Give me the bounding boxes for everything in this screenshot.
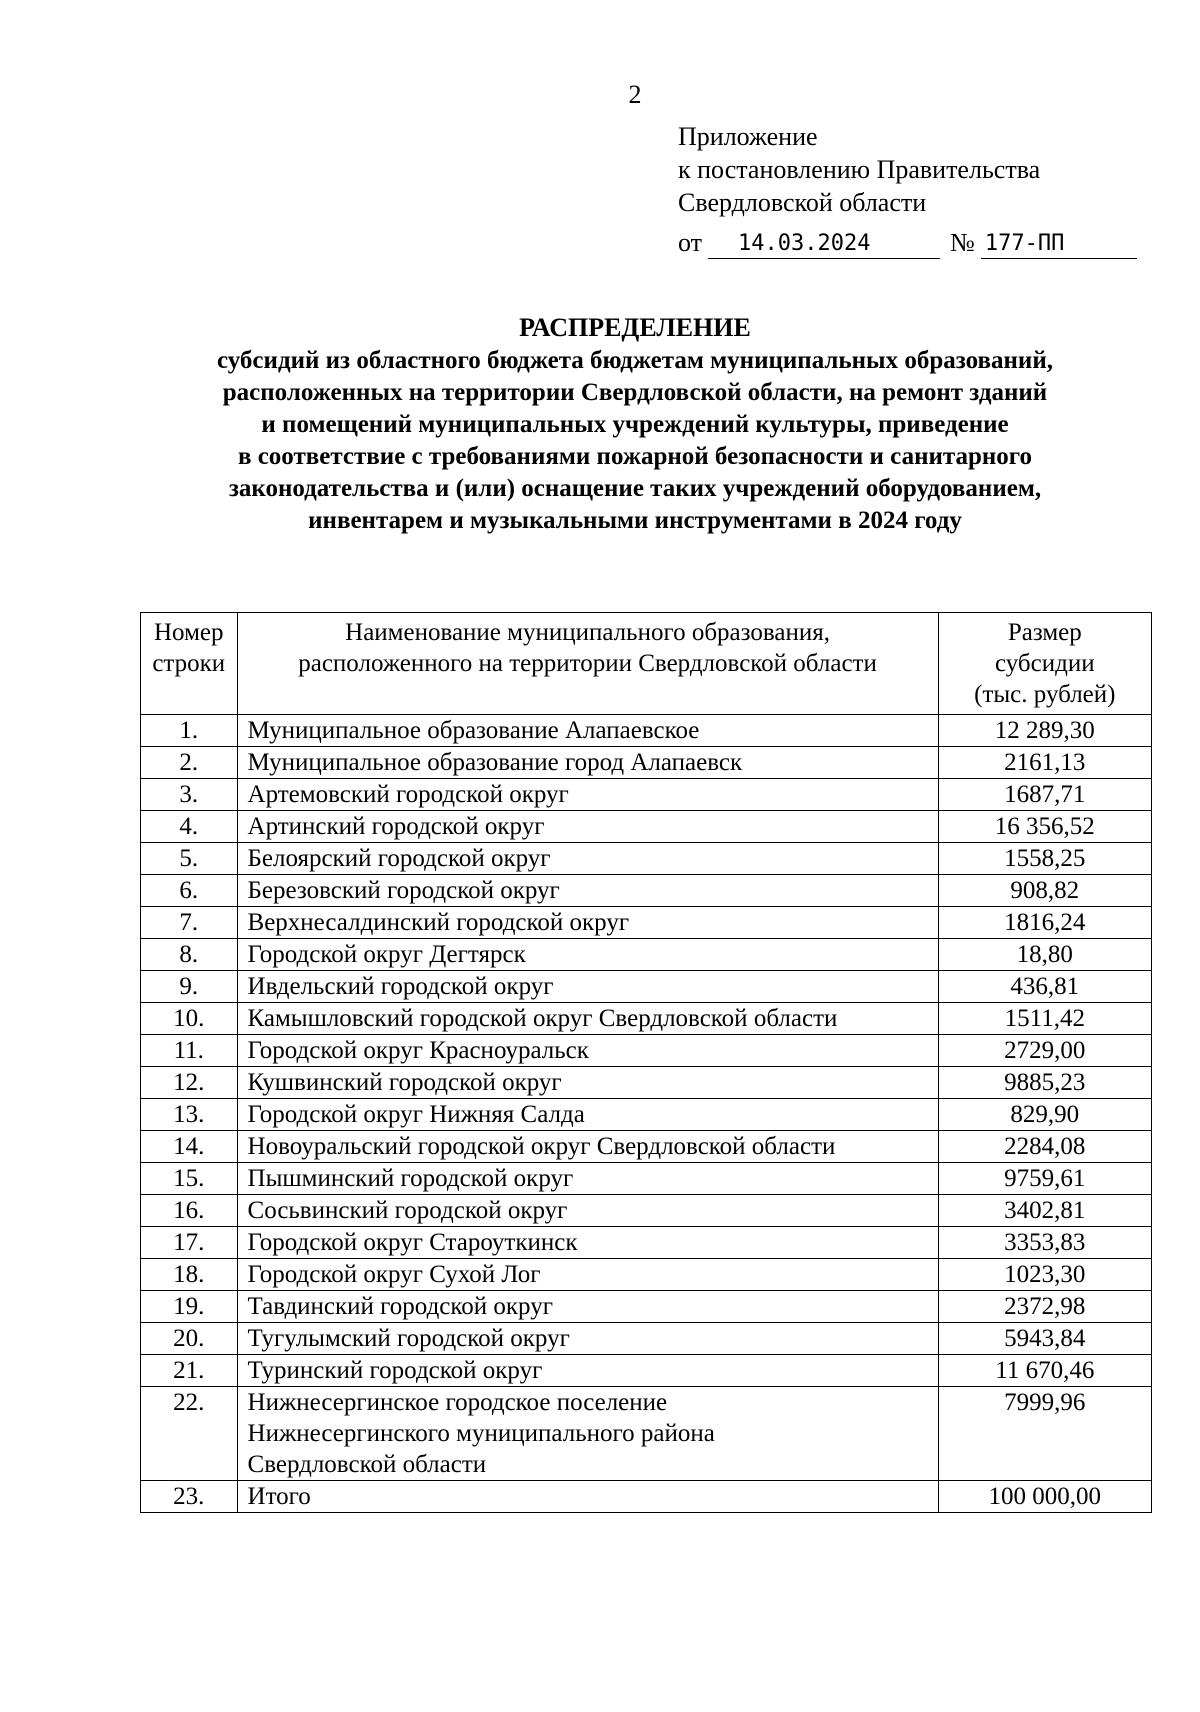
subsidy-amount: 11 670,46	[938, 1355, 1151, 1387]
municipality-name	[237, 747, 938, 779]
table-row	[141, 1323, 1152, 1355]
municipality-name-line: Городской округ Сухой Лог	[247, 1261, 541, 1288]
table-row	[141, 1067, 1152, 1099]
municipality-name-line: Артинский городской округ	[247, 813, 545, 840]
subsidy-amount: 1816,24	[938, 907, 1151, 939]
municipality-name-line: Тавдинский городской округ	[247, 1293, 553, 1320]
header-name-line: расположенного на территории Свердловской области	[298, 650, 877, 677]
municipality-name	[237, 1067, 938, 1099]
table-row	[141, 1035, 1152, 1067]
subsidy-amount: 5943,84	[938, 1323, 1151, 1355]
row-number: 13.	[141, 1099, 238, 1131]
row-number: 10.	[141, 1003, 238, 1035]
subsidy-amount: 2372,98	[938, 1291, 1151, 1323]
table-row	[141, 1355, 1152, 1387]
header-amount-line: субсидии	[995, 650, 1095, 677]
table-row	[141, 1259, 1152, 1291]
subsidy-amount: 9759,61	[938, 1163, 1151, 1195]
subsidy-amount: 1511,42	[938, 1003, 1151, 1035]
row-number: 16.	[141, 1195, 238, 1227]
appendix-line-2: к постановлению Правительства	[678, 155, 1041, 184]
table-row	[141, 1163, 1152, 1195]
municipality-name-line: Итого	[247, 1483, 311, 1510]
municipality-name-line: Туринский городской округ	[247, 1357, 543, 1384]
municipality-name	[237, 779, 938, 811]
municipality-name	[237, 1131, 938, 1163]
subsidy-amount: 1023,30	[938, 1259, 1151, 1291]
table-row	[141, 907, 1152, 939]
municipality-name	[237, 811, 938, 843]
subsidy-amount: 3353,83	[938, 1227, 1151, 1259]
table-row	[141, 1227, 1152, 1259]
row-number: 18.	[141, 1259, 238, 1291]
municipality-name-line: Нижнесергинского муниципального района	[247, 1420, 715, 1447]
subsidy-amount: 1687,71	[938, 779, 1151, 811]
row-number: 17.	[141, 1227, 238, 1259]
row-number: 5.	[141, 843, 238, 875]
municipality-name-line: Городской округ Дегтярск	[247, 941, 526, 968]
municipality-name-line: Свердловской области	[247, 1451, 487, 1478]
table-row	[141, 939, 1152, 971]
number-sign: №	[950, 228, 975, 257]
header-name-line: Наименование муниципального образования,	[345, 619, 830, 646]
subsidy-amount: 829,90	[938, 1099, 1151, 1131]
row-number: 23.	[141, 1481, 238, 1513]
row-number: 2.	[141, 747, 238, 779]
municipality-name	[237, 1291, 938, 1323]
row-number: 8.	[141, 939, 238, 971]
municipality-name	[237, 907, 938, 939]
municipality-name	[237, 843, 938, 875]
municipality-name-line: Березовский городской округ	[247, 877, 560, 904]
row-number: 12.	[141, 1067, 238, 1099]
table-row	[141, 1195, 1152, 1227]
municipality-name-line: Городской округ Староуткинск	[247, 1229, 578, 1256]
municipality-name-line: Муниципальное образование город Алапаевск	[247, 749, 743, 776]
subsidy-amount: 2284,08	[938, 1131, 1151, 1163]
table-row	[141, 747, 1152, 779]
title-heading: РАСПРЕДЕЛЕНИЕ	[519, 313, 751, 342]
municipality-name	[237, 1003, 938, 1035]
municipality-name-line: Верхнесалдинский городской округ	[247, 909, 630, 936]
municipality-name	[237, 875, 938, 907]
municipality-name	[237, 1259, 938, 1291]
municipality-name	[237, 939, 938, 971]
row-number: 1.	[141, 715, 238, 747]
municipality-name-line: Тугулымский городской округ	[247, 1325, 570, 1352]
header-amount-line: (тыс. рублей)	[974, 681, 1116, 708]
municipality-name-line: Новоуральский городской округ Свердловской области	[247, 1133, 836, 1160]
municipality-name-line: Нижнесергинское городское поселение	[247, 1389, 668, 1416]
municipality-name-line: Городской округ Красноуральск	[247, 1037, 589, 1064]
table-row	[141, 779, 1152, 811]
page-number: 2	[628, 80, 642, 109]
subsidy-amount: 2161,13	[938, 747, 1151, 779]
title-line: субсидий из областного бюджета бюджетам муниципальных образований,	[217, 347, 1053, 374]
title-line: и помещений муниципальных учреждений культуры, приведение	[261, 411, 1009, 438]
header-number	[141, 613, 238, 715]
subsidy-amount: 436,81	[938, 971, 1151, 1003]
document-title	[0, 312, 1200, 537]
subsidy-amount: 3402,81	[938, 1195, 1151, 1227]
table-row	[141, 1291, 1152, 1323]
municipality-name	[237, 1195, 938, 1227]
subsidy-amount: 2729,00	[938, 1035, 1151, 1067]
row-number: 14.	[141, 1131, 238, 1163]
table-row	[141, 811, 1152, 843]
row-number: 15.	[141, 1163, 238, 1195]
table-header-row	[141, 613, 1152, 715]
row-number: 6.	[141, 875, 238, 907]
row-number: 4.	[141, 811, 238, 843]
header-amount	[938, 613, 1151, 715]
table-row	[141, 843, 1152, 875]
subsidy-amount: 16 356,52	[938, 811, 1151, 843]
date-prefix: от	[678, 228, 703, 257]
header-number-line: Номер	[154, 619, 224, 646]
appendix-line-1: Приложение	[678, 122, 818, 151]
appendix-line-3: Свердловской области	[678, 188, 927, 217]
municipality-name-line: Сосьвинский городской округ	[247, 1197, 568, 1224]
table-body	[141, 715, 1152, 1513]
subsidy-amount: 12 289,30	[938, 715, 1151, 747]
appendix-date-line	[678, 219, 1137, 259]
municipality-name	[237, 1387, 938, 1481]
municipality-name	[237, 1035, 938, 1067]
row-number: 7.	[141, 907, 238, 939]
table-row	[141, 1003, 1152, 1035]
title-line: инвентарем и музыкальными инструментами в 2024 году	[308, 507, 962, 534]
municipality-name-line: Белоярский городской округ	[247, 845, 551, 872]
row-number: 3.	[141, 779, 238, 811]
table-row	[141, 715, 1152, 747]
municipality-name	[237, 971, 938, 1003]
row-number: 19.	[141, 1291, 238, 1323]
subsidy-table	[140, 612, 1152, 1513]
municipality-name	[237, 715, 938, 747]
table-row	[141, 875, 1152, 907]
subsidy-amount: 7999,96	[938, 1387, 1151, 1481]
subsidy-amount: 1558,25	[938, 843, 1151, 875]
municipality-name-line: Ивдельский городской округ	[247, 973, 554, 1000]
header-amount-line: Размер	[1007, 619, 1082, 646]
subsidy-amount: 9885,23	[938, 1067, 1151, 1099]
title-line: расположенных на территории Свердловской области, на ремонт зданий	[222, 379, 1048, 406]
table-row	[141, 1387, 1152, 1481]
municipality-name-line: Кушвинский городской округ	[247, 1069, 562, 1096]
row-number: 21.	[141, 1355, 238, 1387]
municipality-name-line: Артемовский городской округ	[247, 781, 569, 808]
municipality-name	[237, 1227, 938, 1259]
municipality-name	[237, 1323, 938, 1355]
municipality-name-line: Камышловский городской округ Свердловской области	[247, 1005, 838, 1032]
municipality-name	[237, 1481, 938, 1513]
municipality-name-line: Пышминский городской округ	[247, 1165, 574, 1192]
municipality-name	[237, 1099, 938, 1131]
subsidy-amount: 908,82	[938, 875, 1151, 907]
municipality-name-line: Муниципальное образование Алапаевское	[247, 717, 700, 744]
municipality-name-line: Городской округ Нижняя Салда	[247, 1101, 585, 1128]
header-number-line: строки	[152, 650, 226, 677]
table-row	[141, 1099, 1152, 1131]
table-row	[141, 1131, 1152, 1163]
subsidy-amount: 18,80	[938, 939, 1151, 971]
subsidy-amount: 100 000,00	[938, 1481, 1151, 1513]
title-line: законодательства и (или) оснащение таких учреждений оборудованием,	[228, 475, 1042, 502]
decree-date: 14.03.2024	[708, 231, 940, 259]
decree-number: 177-ПП	[981, 231, 1137, 259]
municipality-name	[237, 1355, 938, 1387]
row-number: 11.	[141, 1035, 238, 1067]
row-number: 20.	[141, 1323, 238, 1355]
title-line: в соответствие с требованиями пожарной безопасности и санитарного	[237, 443, 1033, 470]
header-name	[237, 613, 938, 715]
appendix-block	[678, 120, 1137, 259]
row-number: 9.	[141, 971, 238, 1003]
municipality-name	[237, 1163, 938, 1195]
table-row	[141, 1481, 1152, 1513]
row-number: 22.	[141, 1387, 238, 1481]
table-row	[141, 971, 1152, 1003]
